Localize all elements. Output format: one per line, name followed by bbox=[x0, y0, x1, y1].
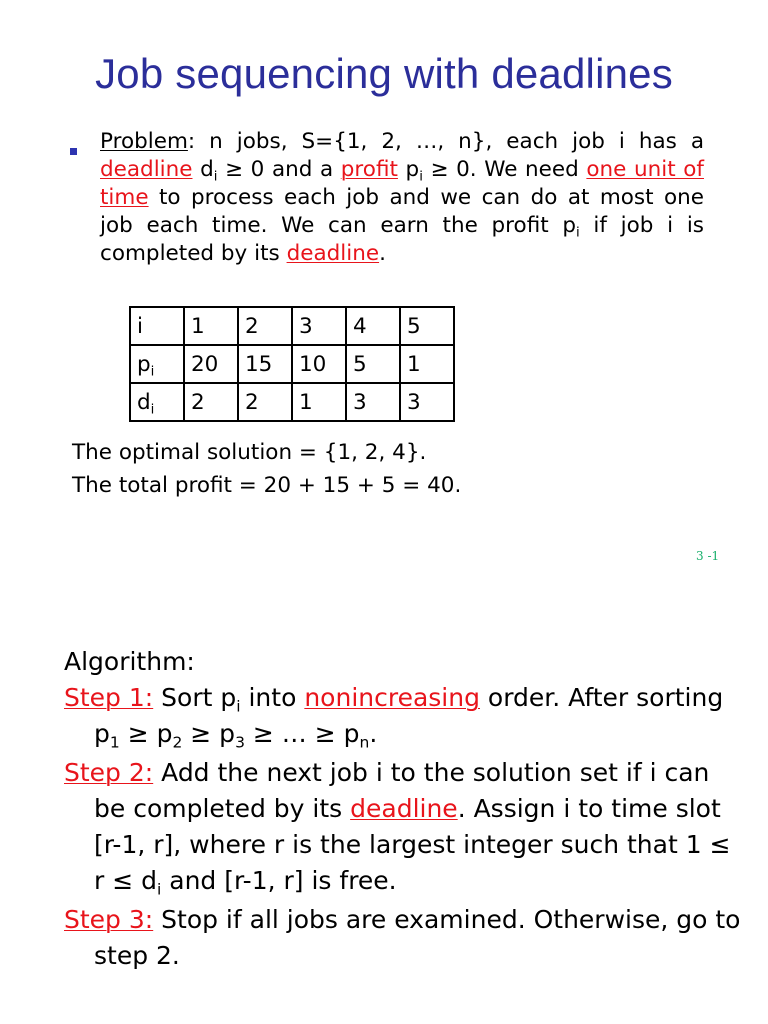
step-3 bbox=[64, 902, 744, 974]
step-text: into bbox=[240, 683, 305, 712]
step-text: ≥ … ≥ p bbox=[244, 719, 360, 748]
row-header-p bbox=[130, 345, 184, 383]
table-cell: 1 bbox=[400, 345, 454, 383]
table-row bbox=[130, 307, 454, 345]
problem-text: ≥ 0 and a bbox=[217, 157, 341, 182]
table-cell: 3 bbox=[400, 383, 454, 421]
problem-label: Problem bbox=[100, 129, 188, 154]
deadline-keyword: deadline bbox=[286, 241, 380, 266]
subscript: 2 bbox=[172, 733, 183, 752]
table-cell: 2 bbox=[184, 383, 238, 421]
row-header-label: p bbox=[137, 351, 151, 377]
row-header-i: i bbox=[130, 307, 184, 345]
table-cell: 1 bbox=[184, 307, 238, 345]
table-cell: 20 bbox=[184, 345, 238, 383]
unit-time-keyword: one unit of time bbox=[100, 157, 704, 210]
algorithm-heading: Algorithm: bbox=[64, 647, 195, 676]
problem-text: to process each job and we can do at most one job each time. We can earn the profit p bbox=[100, 185, 704, 238]
step-text: ≥ p bbox=[182, 719, 236, 748]
solution-block bbox=[72, 436, 461, 502]
subscript: 1 bbox=[109, 733, 120, 752]
deadline-keyword: deadline bbox=[350, 794, 458, 823]
problem-text: d bbox=[192, 157, 214, 182]
optimal-solution-line: The optimal solution = {1, 2, 4}. bbox=[72, 440, 427, 465]
algorithm-block bbox=[64, 644, 744, 977]
table-cell: 5 bbox=[346, 345, 400, 383]
subscript: i bbox=[150, 402, 155, 418]
step-text: Stop if all jobs are examined. Otherwise, go to step 2. bbox=[94, 905, 741, 970]
table-cell: 10 bbox=[292, 345, 346, 383]
table-cell: 3 bbox=[292, 307, 346, 345]
subscript: i bbox=[419, 169, 423, 185]
row-header-label: d bbox=[137, 389, 151, 415]
table-cell: 2 bbox=[238, 383, 292, 421]
table-row bbox=[130, 383, 454, 421]
table-cell: 5 bbox=[400, 307, 454, 345]
subscript: i bbox=[213, 169, 218, 185]
slide-title: Job sequencing with deadlines bbox=[95, 50, 673, 97]
subscript: i bbox=[157, 880, 162, 899]
problem-text: : n jobs, S={1, 2, …, n}, each job i has a bbox=[187, 129, 704, 154]
table-cell: 1 bbox=[292, 383, 346, 421]
step-text: . bbox=[369, 719, 378, 748]
jobs-table bbox=[129, 306, 455, 422]
slide-number: 3 -1 bbox=[696, 549, 720, 563]
step-2-label: Step 2: bbox=[64, 758, 154, 787]
problem-text: . bbox=[379, 241, 386, 266]
step-text: . Assign i to time slot [r-1, r], where r is the largest integer such that 1 ≤ r ≤ d bbox=[94, 794, 731, 895]
step-text: order. After sorting p bbox=[94, 683, 724, 748]
step-text: Sort p bbox=[153, 683, 237, 712]
subscript: 3 bbox=[235, 733, 245, 752]
step-text: and [r-1, r] is free. bbox=[161, 866, 397, 895]
subscript: i bbox=[150, 364, 155, 380]
row-header-d bbox=[130, 383, 184, 421]
step-3-label: Step 3: bbox=[64, 905, 154, 934]
subscript: i bbox=[576, 225, 580, 241]
subscript: i bbox=[236, 697, 241, 716]
total-profit-line: The total profit = 20 + 15 + 5 = 40. bbox=[72, 473, 462, 498]
table-cell: 4 bbox=[346, 307, 400, 345]
problem-text: if job i is completed by its bbox=[100, 213, 704, 266]
nonincreasing-keyword: nonincreasing bbox=[304, 683, 480, 712]
step-2 bbox=[64, 755, 744, 899]
step-text: ≥ p bbox=[119, 719, 173, 748]
step-1-label: Step 1: bbox=[64, 683, 154, 712]
problem-text: p bbox=[397, 157, 420, 182]
profit-keyword: profit bbox=[340, 157, 398, 182]
step-1 bbox=[64, 680, 744, 752]
step-text: Add the next job i to the solution set if i can be completed by its bbox=[94, 758, 710, 823]
table-cell: 15 bbox=[238, 345, 292, 383]
subscript: n bbox=[359, 733, 370, 752]
problem-statement bbox=[100, 128, 704, 268]
problem-text: ≥ 0. We need bbox=[422, 157, 587, 182]
table-cell: 3 bbox=[346, 383, 400, 421]
deadline-keyword: deadline bbox=[100, 157, 193, 182]
table-cell: 2 bbox=[238, 307, 292, 345]
square-bullet-icon bbox=[70, 148, 77, 155]
table-row bbox=[130, 345, 454, 383]
